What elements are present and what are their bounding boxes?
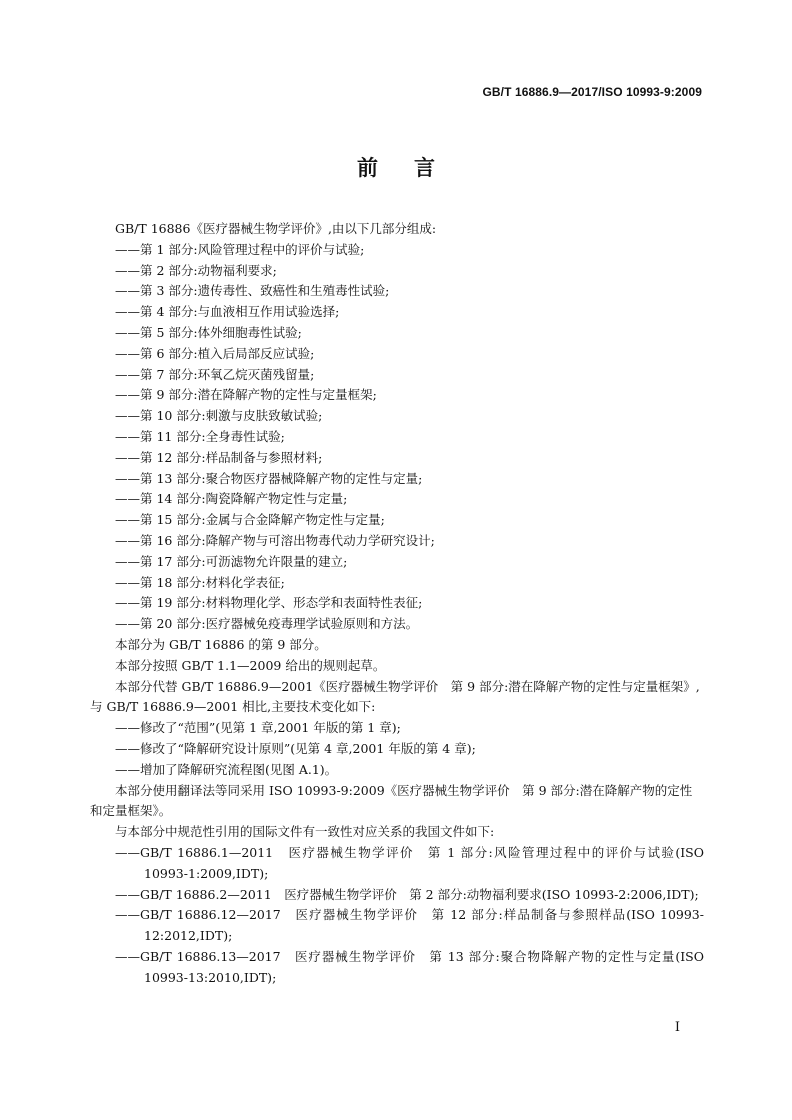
list-item: ——第 13 部分:聚合物医疗器械降解产物的定性与定量; <box>115 470 423 486</box>
drafting-paragraph: 本部分按照 GB/T 1.1—2009 给出的规则起草。 <box>115 657 386 673</box>
list-item: ——第 20 部分:医疗器械免疫毒理学试验原则和方法。 <box>115 616 419 632</box>
list-item: ——修改了“降解研究设计原则”(见第 4 章,2001 年版的第 4 章); <box>115 740 476 756</box>
replaces-paragraph: 本部分代替 GB/T 16886.9—2001《医疗器械生物学评价 第 9 部分:潜在降解产物的定性与定量框架》,与 GB/T 16886.9—2001 相比,主要技术变化如下: <box>90 678 700 715</box>
list-item: ——GB/T 16886.1—2011 医疗器械生物学评价 第 1 部分:风险管理过程中的评价与试验(ISO 10993-1:2009,IDT); <box>115 844 704 881</box>
list-item: ——GB/T 16886.13—2017 医疗器械生物学评价 第 13 部分:聚合物降解产物的定性与定量(ISO 10993-13:2010,IDT); <box>115 948 704 985</box>
list-item: ——第 9 部分:潜在降解产物的定性与定量框架; <box>115 387 377 403</box>
list-item: ——第 17 部分:可沥滤物允许限量的建立; <box>115 553 348 569</box>
list-item: ——第 7 部分:环氧乙烷灭菌残留量; <box>115 366 315 382</box>
intro-paragraph: GB/T 16886《医疗器械生物学评价》,由以下几部分组成: <box>115 221 437 236</box>
list-item: ——第 6 部分:植入后局部反应试验; <box>115 345 315 361</box>
list-item: ——第 12 部分:样品制备与参照材料; <box>115 449 323 465</box>
list-item: ——修改了“范围”(见第 1 章,2001 年版的第 1 章); <box>115 720 401 736</box>
list-item: ——GB/T 16886.12—2017 医疗器械生物学评价 第 12 部分:样品制备与参照样品(ISO 10993-12:2012,IDT); <box>115 907 704 944</box>
list-item: ——第 18 部分:材料化学表征; <box>115 574 285 590</box>
list-item: ——第 2 部分:动物福利要求; <box>115 262 277 278</box>
list-item: ——第 16 部分:降解产物与可溶出物毒代动力学研究设计; <box>115 532 435 548</box>
list-item: ——第 3 部分:遗传毒性、致癌性和生殖毒性试验; <box>115 283 390 299</box>
part-of-paragraph: 本部分为 GB/T 16886 的第 9 部分。 <box>115 636 327 652</box>
parts-list <box>90 240 704 635</box>
translation-paragraph: 本部分使用翻译法等同采用 ISO 10993-9:2009《医疗器械生物学评价 第 9 部分:潜在降解产物的定性和定量框架》。 <box>90 782 693 819</box>
list-item: ——第 14 部分:陶瓷降解产物定性与定量; <box>115 491 348 507</box>
list-item: ——第 5 部分:体外细胞毒性试验; <box>115 324 302 340</box>
references-list <box>90 843 704 989</box>
list-item: ——第 15 部分:金属与合金降解产物定性与定量; <box>115 512 385 528</box>
changes-list <box>90 718 704 780</box>
list-item: ——增加了降解研究流程图(见图 A.1)。 <box>115 761 338 777</box>
list-item: ——第 19 部分:材料物理化学、形态学和表面特性表征; <box>115 595 423 611</box>
list-item: ——第 11 部分:全身毒性试验; <box>115 428 285 444</box>
list-item: ——GB/T 16886.2—2011 医疗器械生物学评价 第 2 部分:动物福利要求(ISO 10993-2:2006,IDT); <box>115 886 699 902</box>
standard-code-header: GB/T 16886.9—2017/ISO 10993-9:2009 <box>482 85 702 99</box>
page-number: I <box>674 1020 680 1035</box>
correspondence-intro: 与本部分中规范性引用的国际文件有一致性对应关系的我国文件如下: <box>115 824 495 840</box>
page-title: 前言 <box>357 156 471 180</box>
list-item: ——第 4 部分:与血液相互作用试验选择; <box>115 304 340 320</box>
foreword-body <box>90 219 704 988</box>
list-item: ——第 10 部分:刺激与皮肤致敏试验; <box>115 408 323 424</box>
list-item: ——第 1 部分:风险管理过程中的评价与试验; <box>115 241 365 257</box>
